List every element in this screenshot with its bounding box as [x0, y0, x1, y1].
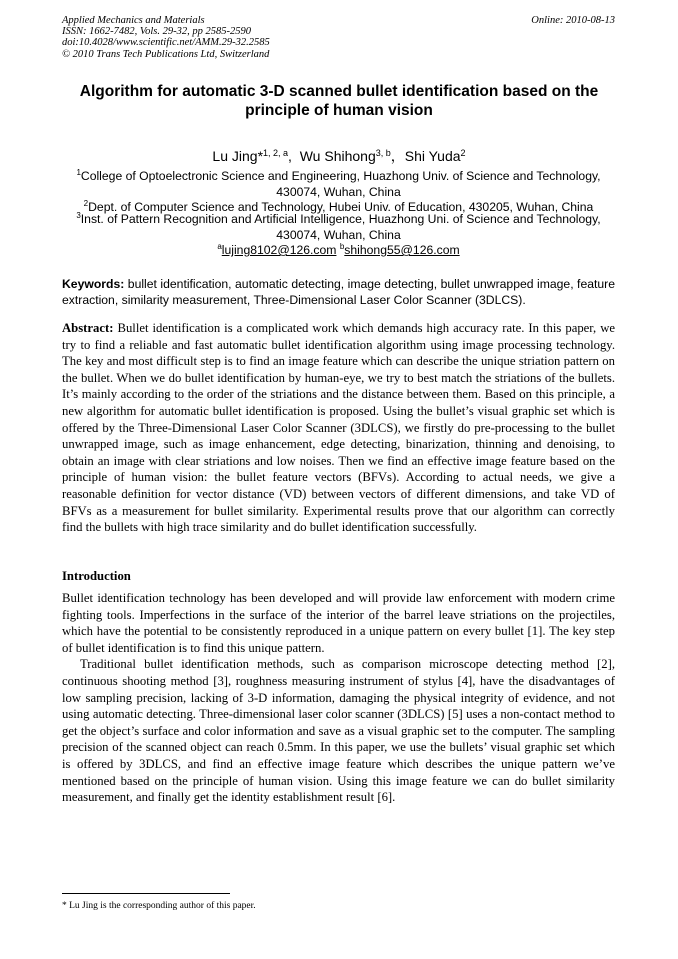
paragraph: Traditional bullet identification methods, such as comparison microscope detecting method [2], continuous shooting method [3], roughness measuring instrument of stylus [4], have the disadvantages of low sampling precision, lacking of 3-D information, damaging the physical integrity of evidence, and not using automatic detecting. Three-dimensional laser color scanner (3DLCS) [5] uses a non-contact method to get the object’s surface and color information and save as a visual graphic set to the computer. The sampling precision of the scanned object can reach 0.5mm. In this paper, we use the bullets’ visual graphic set which is offered by 3DLCS, and find an effective image feature which describes the unique pattern we’ve mentioned based on the principle of human vision. Using this image feature we can do bullet similarity measurement, and finally get the identity establishment result [6]. [62, 657, 615, 805]
email-link-a[interactable]: lujing8102@126.com [221, 243, 337, 257]
abstract-label: Abstract: [62, 321, 114, 335]
doi-line: doi:10.4028/www.scientific.net/AMM.29-32.2585 [62, 37, 270, 49]
affiliation-3 [62, 212, 615, 243]
footnote: * Lu Jing is the corresponding author of this paper. [62, 901, 256, 911]
introduction-body [62, 590, 615, 806]
issn-line: ISSN: 1662-7482, Vols. 29-32, pp 2585-2590 [62, 26, 251, 38]
journal-name: Applied Mechanics and Materials [62, 15, 205, 26]
author-affiliation-mark: 3, b [375, 148, 391, 158]
section-heading-introduction: Introduction [62, 569, 131, 583]
author-affiliation-mark: 2 [460, 148, 466, 158]
affiliation-mark: 1 [76, 168, 81, 177]
keywords [62, 277, 615, 309]
paper-title: Algorithm for automatic 3-D scanned bullet identification based on the principle of human vision [79, 83, 599, 119]
affiliation-text: College of Optoelectronic Science and Engineering, Huazhong Univ. of Science and Technology, 430074, Wuhan, China [80, 169, 601, 199]
author-affiliation-mark: 1, 2, a [263, 148, 289, 158]
paragraph: Bullet identification technology has been developed and will provide law enforcement with modern crime fighting tools. Imperfections in the surface of the interior of the barrel leave striations on the projectiles, which have the potential to be consistently reproduced in a unique pattern on every bullet [1]. The key step of bullet identification is to find this unique pattern. [62, 591, 615, 655]
keywords-label: Keywords: [62, 277, 125, 291]
email-line [62, 243, 615, 259]
email-link-b[interactable]: shihong55@126.com [344, 243, 460, 257]
author-name: Wu Shihong [299, 148, 376, 164]
author-list [0, 147, 678, 165]
email-mark: b [339, 242, 345, 251]
author-name: Lu Jing* [212, 148, 264, 164]
affiliation-text: Inst. of Pattern Recognition and Artificial Intelligence, Huazhong Uni. of Science and Technology, 430074, Wuhan, China [80, 212, 601, 242]
abstract [62, 320, 615, 536]
affiliation-1 [62, 169, 615, 200]
keywords-text: bullet identification, automatic detecting, image detecting, bullet unwrapped image, feature extraction, similarity measurement, Three-Dimensional Laser Color Scanner (3DLCS). [62, 277, 616, 307]
email-mark: a [217, 242, 222, 251]
affiliation-text: Dept. of Computer Science and Technology, Hubei Univ. of Education, 430205, Wuhan, China [88, 200, 594, 214]
abstract-text: Bullet identification is a complicated work which demands high accuracy rate. In this paper, we try to find a reliable and fast automatic bullet identification algorithm using image processing technology. The key and most difficult step is to find an image feature which can describe the unique striation pattern on the bullet. When we do bullet identification by human-eye, we try to best match the striations of the bullets. It’s mainly according to the order of the striations and the distance between them. Based on this principle, a new algorithm for automatic bullet identification is proposed. Using the bullet’s visual graphic set which is offered by the Three-Dimensional Laser Color Scanner (3DLCS), we firstly do pre-processing to the bullet unwrapped image, such as image enhancement, edge detecting, binarization, thinning and denoising, to obtain an image with clear striations and low noises. Then we find an effective image feature based on the principle of human vision: the bullet feature vectors (BFVs). According to actual needs, we give a reasonable definition for vector distance (VD) between vectors of different dimensions, and take VD of BFVs as a measurement for bullet similarity. Experimental results prove that our algorithm can correctly find the bullets with high trace similarity and do bullet identification successfully. [62, 321, 616, 535]
running-header [62, 15, 615, 60]
author-separator: , [288, 148, 300, 164]
author-name: Shi Yuda [404, 148, 461, 164]
author-separator: ， [390, 148, 405, 164]
footnote-rule [62, 893, 230, 894]
affiliation-mark: 2 [83, 199, 89, 208]
online-date: Online: 2010-08-13 [531, 15, 615, 26]
copyright-line: © 2010 Trans Tech Publications Ltd, Switzerland [62, 48, 270, 60]
affiliation-mark: 3 [76, 211, 81, 220]
